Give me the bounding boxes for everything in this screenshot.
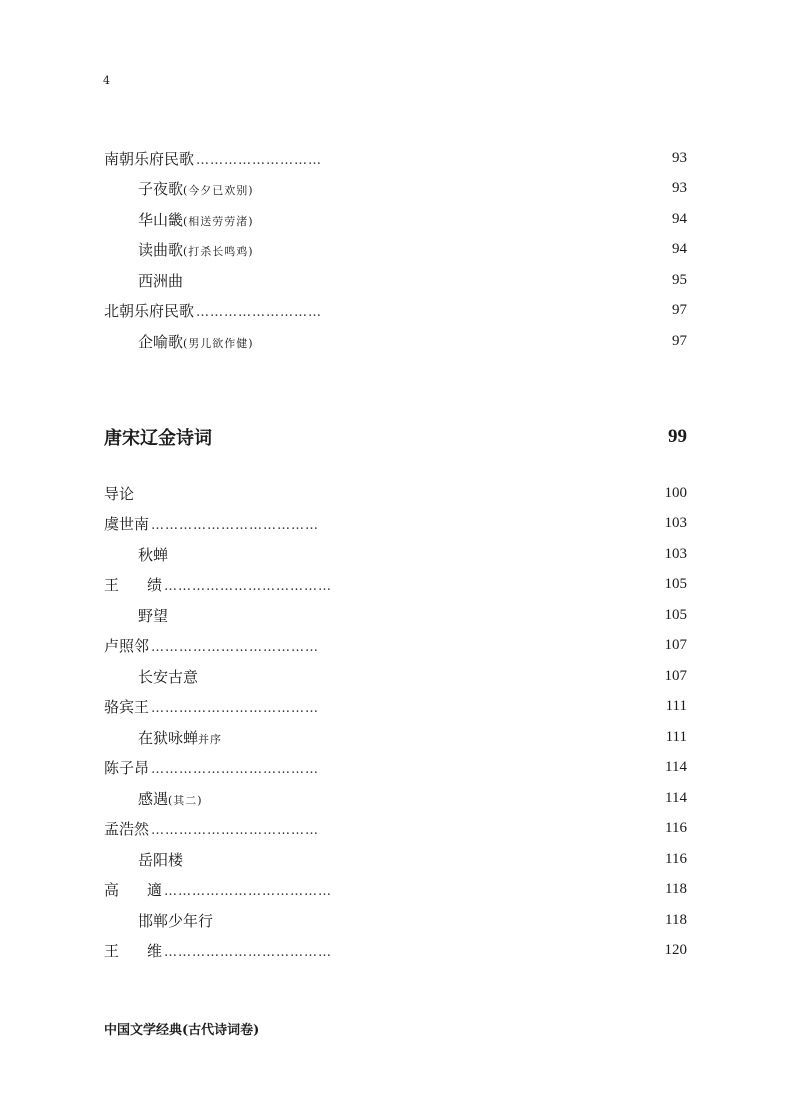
entry-page: 94 [672,240,687,257]
section-page: 99 [668,426,687,447]
entry-page: 100 [664,484,687,501]
toc-entry-author[interactable] [104,634,687,656]
toc-entry-poem[interactable] [104,604,687,626]
entry-note: (今夕已欢别) [183,183,254,197]
toc-entry-author[interactable] [104,817,687,839]
entry-page: 105 [664,606,687,623]
entry-page: 93 [672,179,687,196]
leader-dots: ……………………………… [151,700,320,716]
entry-page: 94 [672,210,687,227]
entry-title: 西洲曲 [138,271,184,290]
toc-entry-author[interactable] [104,299,687,321]
entry-note: (男儿欲作健) [183,336,254,350]
entry-title: 子夜歌 [138,179,184,198]
entry-title: 骆宾王 [104,697,150,716]
entry-page: 107 [664,667,687,684]
book-footer-title: 中国文学经典(古代诗词卷) [104,1023,260,1038]
entry-note: (其二) [168,793,203,807]
toc-entry-author[interactable] [104,939,687,961]
entry-title: 秋蝉 [138,545,169,564]
leader-dots: ……………………………… [151,761,320,777]
entry-title: 企喻歌 [138,332,184,351]
entry-note: (打杀长鸣鸡) [183,244,254,258]
entry-page: 116 [665,819,687,836]
entry-title-given: 高 [104,880,120,899]
toc-entry-author[interactable] [104,756,687,778]
toc-entry-poem[interactable] [104,848,687,870]
toc-entry-poem[interactable] [104,665,687,687]
toc-entry-author[interactable] [104,573,687,595]
toc-entry-poem[interactable] [104,330,687,352]
entry-note: (相送劳劳渚) [183,214,254,228]
entry-title: 南朝乐府民歌 [104,149,195,168]
toc-entry-poem[interactable] [104,543,687,565]
toc-entry-poem[interactable] [104,269,687,291]
entry-page: 118 [665,880,687,897]
entry-page: 107 [664,636,687,653]
entry-title-name: 绩 [147,575,163,594]
leader-dots: ……………………………… [164,578,333,594]
leader-dots: ……………………………… [151,822,320,838]
toc-entry-author[interactable] [104,512,687,534]
leader-dots: ……………………………… [164,944,333,960]
entry-title-name: 適 [147,880,163,899]
entry-title: 在狱咏蝉 [138,728,199,747]
toc-entry-poem[interactable] [104,787,687,809]
entry-page: 111 [665,697,687,714]
entry-page: 118 [665,911,687,928]
page-number: 4 [103,74,110,87]
entry-title: 邯郸少年行 [138,911,214,930]
entry-title: 野望 [138,606,169,625]
entry-page: 114 [665,789,687,806]
toc-entry-author[interactable] [104,878,687,900]
entry-page: 111 [665,728,687,745]
toc-entry-poem[interactable] [104,238,687,260]
entry-title: 华山畿 [138,210,184,229]
entry-title: 读曲歌 [138,240,184,259]
entry-title: 北朝乐府民歌 [104,301,195,320]
entry-page: 116 [665,850,687,867]
entry-title: 陈子昂 [104,758,150,777]
leader-dots: ……………………………… [151,639,320,655]
entry-page: 114 [665,758,687,775]
entry-page: 95 [672,271,687,288]
entry-note: 并序 [198,732,223,746]
entry-title: 导论 [104,484,135,503]
entry-title: 长安古意 [138,667,199,686]
entry-title-given: 王 [104,941,120,960]
section-heading[interactable] [104,423,687,451]
leader-dots: ……………………… [196,152,323,168]
entry-page: 103 [664,545,687,562]
toc-entry-poem[interactable] [104,726,687,748]
entry-title: 感遇 [138,789,169,808]
entry-page: 120 [664,941,687,958]
toc-entry-author[interactable] [104,695,687,717]
toc-entry-author[interactable] [104,147,687,169]
entry-page: 93 [672,149,687,166]
toc-entry-poem[interactable] [104,208,687,230]
leader-dots: ……………………………… [164,883,333,899]
toc-entry-poem[interactable] [104,177,687,199]
entry-page: 97 [672,332,687,349]
leader-dots: ……………………… [196,304,323,320]
entry-title: 孟浩然 [104,819,150,838]
toc-entry-poem[interactable] [104,909,687,931]
entry-page: 103 [664,514,687,531]
entry-page: 97 [672,301,687,318]
leader-dots: ……………………………… [151,517,320,533]
entry-title-name: 维 [147,941,163,960]
section-title: 唐宋辽金诗词 [104,428,212,449]
entry-page: 105 [664,575,687,592]
entry-title: 岳阳楼 [138,850,184,869]
entry-title: 卢照邻 [104,636,150,655]
entry-title: 虞世南 [104,514,150,533]
toc-entry-intro[interactable] [104,482,687,504]
entry-title-given: 王 [104,575,120,594]
